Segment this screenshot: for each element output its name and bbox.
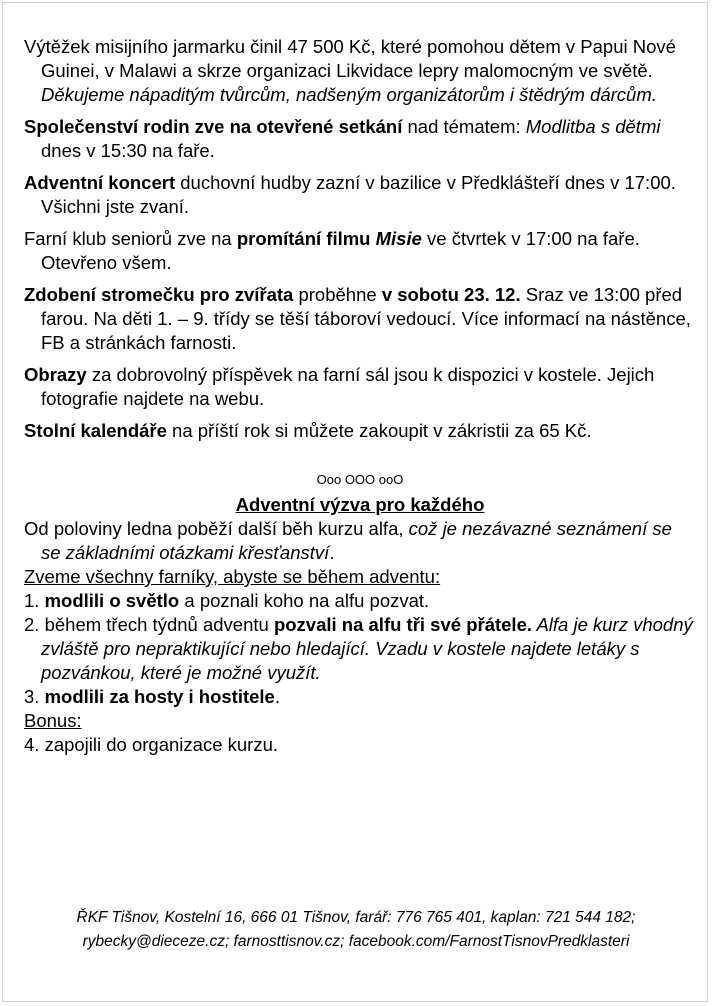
announcement-seniors-film [24, 227, 696, 275]
text: Sraz ve 13:00 před farou. Na děti 1. – 9. třídy se těší táboroví vedoucí. Více informací na nástěnce, FB a stránkách farnosti. [41, 284, 691, 353]
announcement-paintings [24, 363, 696, 411]
step-number: 2. [24, 614, 45, 635]
announcement-jarmark [24, 35, 696, 107]
text: nad tématem: [402, 116, 526, 137]
text: a poznali koho na alfu pozvat. [179, 590, 430, 611]
step-number: 3. [24, 686, 45, 707]
bold-text: pozvali na alfu tři své přátele. [273, 614, 532, 635]
bulletin-content [24, 35, 696, 757]
date-text: v sobotu 23. 12. [381, 284, 521, 305]
italic-text: což je nezávazné seznámení se se základními otázkami křesťanství [41, 518, 672, 563]
topic-text: Modlitba s dětmi [525, 116, 661, 137]
footer-line-1: ŘKF Tišnov, Kostelní 16, 666 01 Tišnov, farář: 776 765 401, kaplan: 721 544 182; [76, 909, 636, 926]
text: Výtěžek misijního jarmarku činil 47 500 Kč, které pomohou dětem v Papui Nové Guinei, v Malawi a skrze organizaci Likvidace lepry malomocným ve světě. [24, 36, 676, 81]
challenge-intro [24, 517, 696, 565]
text: během třech týdnů adventu [44, 614, 274, 635]
text: duchovní hudby zazní v bazilice v Předklášteří dnes v 17:00. Všichni jste zvaní. [41, 172, 676, 217]
bold-text: Stolní kalendáře [24, 420, 167, 441]
challenge-invite: Zveme všechny farníky, abyste se během adventu: [24, 566, 441, 587]
step-number: 1. [24, 590, 45, 611]
separator: Ooo OOO ooO [316, 472, 404, 487]
challenge-step-3 [24, 685, 696, 709]
challenge-step-1 [24, 589, 696, 613]
bold-text: promítání filmu [236, 228, 376, 249]
italic-text: Alfa je kurz vhodný zvláště pro nepraktikující nebo hledající. Vzadu v kostele najdete letáky s pozvánkou, které je možné využít. [41, 614, 693, 683]
text: . [329, 542, 335, 563]
parish-contact-footer [0, 906, 712, 954]
text: na příští rok si můžete zakoupit v zákristii za 65 Kč. [166, 420, 592, 441]
text: proběhne [293, 284, 382, 305]
text: Od poloviny ledna poběží další běh kurzu alfa, [24, 518, 409, 539]
bonus-label: Bonus: [24, 710, 82, 731]
text: dnes v 15:30 na faře. [41, 140, 215, 161]
text: Farní klub seniorů zve na [24, 228, 237, 249]
bold-text: modlili o světlo [44, 590, 180, 611]
text: za dobrovolný příspěvek na farní sál jsou k dispozici v kostele. Jejich fotografie najdete na webu. [41, 364, 655, 409]
thanks-text: Děkujeme nápaditým tvůrcům, nadšeným organizátorům i štědrým dárcům. [41, 84, 657, 105]
film-title: Misie [375, 228, 422, 249]
announcement-calendars [24, 419, 696, 443]
bold-text: modlili za hosty i hostitele [44, 686, 275, 707]
bold-text: Zdobení stromečku pro zvířata [24, 284, 294, 305]
bold-text: Adventní koncert [24, 172, 176, 193]
challenge-step-4: 4. zapojili do organizace kurzu. [24, 734, 279, 755]
bold-text: Společenství rodin zve na otevřené setkání [24, 116, 403, 137]
announcement-tree-decorating [24, 283, 696, 355]
challenge-heading: Adventní výzva pro každého [235, 494, 485, 515]
bold-text: Obrazy [24, 364, 87, 385]
announcement-concert [24, 171, 696, 219]
footer-line-2: rybecky@dieceze.cz; farnosttisnov.cz; facebook.com/FarnostTisnovPredklasteri [82, 933, 630, 950]
announcement-family-meeting [24, 115, 696, 163]
text: . [274, 686, 280, 707]
text: ve čtvrtek v 17:00 na faře. Otevřeno všem. [41, 228, 640, 273]
challenge-step-2 [24, 613, 696, 685]
